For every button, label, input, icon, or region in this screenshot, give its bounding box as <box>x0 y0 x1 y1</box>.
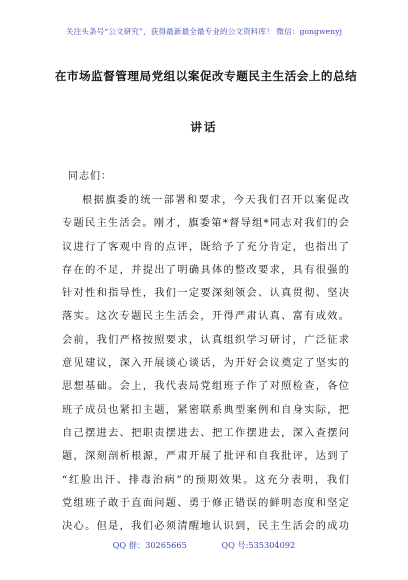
speech-greeting: 同志们： <box>68 171 112 182</box>
body-line: 根据旗委的统一部署和要求，今天我们召开以案促改 <box>82 195 349 206</box>
body-line: 意见建议，深入开展谈心谈话，为开好会议奠定了坚实的 <box>62 358 349 370</box>
body-line: 存在的不足，并提出了明确具体的整改要求，具有很强的 <box>62 264 349 276</box>
footer-qq-number: QQ 号:535304092 <box>221 540 296 550</box>
body-line: 落实。这次专题民主生活会，开得严肃认真、富有成效。 <box>62 311 349 323</box>
document-title-continued: 讲话 <box>190 120 218 134</box>
page-footer <box>0 540 408 551</box>
body-line: 思想基础。会上，我代表局党组班子作了对照检查，各位 <box>62 381 349 393</box>
header-promo-note: 关注头条号“公文研究”，获得最新最全最专业的公文资料库！ 微信：gongwenyj <box>65 27 343 36</box>
body-line: 党组班子敢于直面问题、勇于修正错误的鲜明态度和坚定 <box>62 497 349 509</box>
speech-body <box>62 193 349 542</box>
body-line: 班子成员也紧扣主题，紧密联系典型案例和自身实际，把 <box>62 404 349 416</box>
body-line: 决心。但是，我们必须清醒地认识到，民主生活会的成功 <box>62 521 349 533</box>
document-title: 在市场监督管理局党组以案促改专题民主生活会上的总结 <box>54 69 358 83</box>
body-line: 会前，我们严格按照要求，认真组织学习研讨，广泛征求 <box>62 334 349 346</box>
body-line: 自己摆进去、把职责摆进去、把工作摆进去，深入查摆问 <box>62 427 349 439</box>
body-line: 议进行了客观中肯的点评，既给予了充分肯定，也指出了 <box>62 241 349 253</box>
body-line: “红脸出汗、排毒治病”的预期效果。这充分表明，我们 <box>62 474 349 486</box>
body-line: 题，深刻剖析根源，严肃开展了批评和自我批评，达到了 <box>62 451 349 463</box>
body-line: 针对性和指导性，我们一定要深刻领会、认真贯彻、坚决 <box>62 288 349 300</box>
footer-qq-group: QQ 群：30265665 <box>112 540 187 550</box>
body-line: 专题民主生活会。刚才，旗委第*督导组*同志对我们的会 <box>62 218 349 230</box>
